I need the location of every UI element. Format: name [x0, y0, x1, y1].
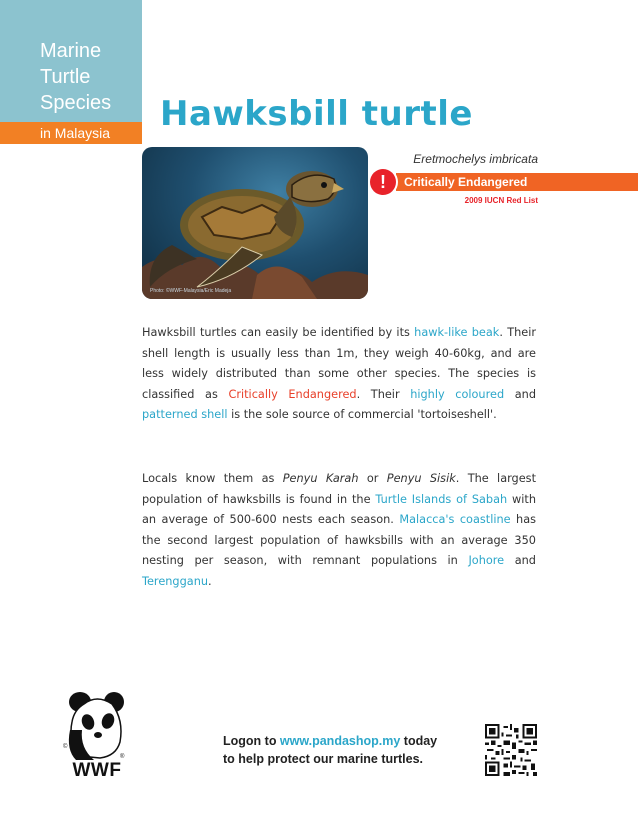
description-paragraph-1: [142, 323, 536, 426]
local-name-penyu-sisik: Penyu Sisik: [386, 472, 456, 485]
text-span: . The largest population of hawksbills is found in the: [142, 472, 536, 506]
highlight-critically-endangered: Critically Endangered: [228, 387, 357, 401]
cta-text: today: [400, 734, 438, 748]
series-box: [0, 0, 142, 122]
highlight-patterned-shell: patterned shell: [142, 408, 228, 421]
text-span: or: [358, 472, 387, 485]
wwf-logo-text: WWF: [72, 760, 122, 781]
text-span: .: [208, 574, 212, 588]
photo-credit: Photo: ©WWF-Malaysia/Eric Madeja: [150, 288, 232, 294]
highlight-terengganu: Terengganu: [142, 574, 209, 588]
series-subtitle: in Malaysia: [0, 122, 142, 144]
series-title: Marine Turtle Species: [40, 40, 112, 114]
text-span: . Their shell length is usually less than 1m, they weigh 40-60kg, and are less widely distributed than some other species. The species is classified as: [142, 326, 537, 401]
highlight-malacca-coastline: Malacca's coastline: [399, 513, 511, 526]
text-span: has the second largest population of hawksbills with an average 350 nesting per season, with remnant populations in: [142, 513, 537, 567]
copyright-mark: ©: [63, 744, 68, 750]
text-span: and: [504, 554, 536, 567]
turtle-illustration: [142, 147, 368, 299]
page-title: Hawksbill turtle: [160, 94, 473, 134]
text-span: Locals know them as: [142, 472, 283, 485]
text-span: is the sole source of commercial 'tortoiseshell'.: [227, 408, 497, 421]
highlight-hawk-like-beak: hawk-like beak: [414, 326, 500, 339]
qr-code[interactable]: [485, 724, 537, 776]
local-name-penyu-karah: Penyu Karah: [282, 472, 359, 485]
pandashop-link[interactable]: www.pandashop.my: [279, 734, 401, 748]
call-to-action: [223, 732, 493, 768]
text-span: with an average of 500-600 nests each season.: [142, 492, 537, 526]
highlight-turtle-islands: Turtle Islands of Sabah: [375, 492, 508, 506]
alert-icon: !: [370, 169, 396, 195]
text-span: . Their: [356, 387, 411, 401]
turtle-photo: [142, 147, 368, 299]
redlist-label: 2009 IUCN Red List: [464, 196, 538, 205]
highlight-johore: Johore: [468, 554, 505, 567]
registered-mark: ®: [120, 754, 125, 760]
cta-text: Logon to: [223, 734, 280, 748]
text-span: and: [504, 387, 536, 401]
cta-text-line2: to help protect our marine turtles.: [223, 752, 424, 766]
description-paragraph-2: [142, 469, 536, 592]
scientific-name: Eretmochelys imbricata: [413, 152, 538, 166]
text-span: Hawksbill turtles can easily be identified by its: [142, 326, 415, 339]
status-badge: Critically Endangered: [396, 173, 638, 191]
highlight-highly-coloured: highly coloured: [410, 387, 505, 401]
